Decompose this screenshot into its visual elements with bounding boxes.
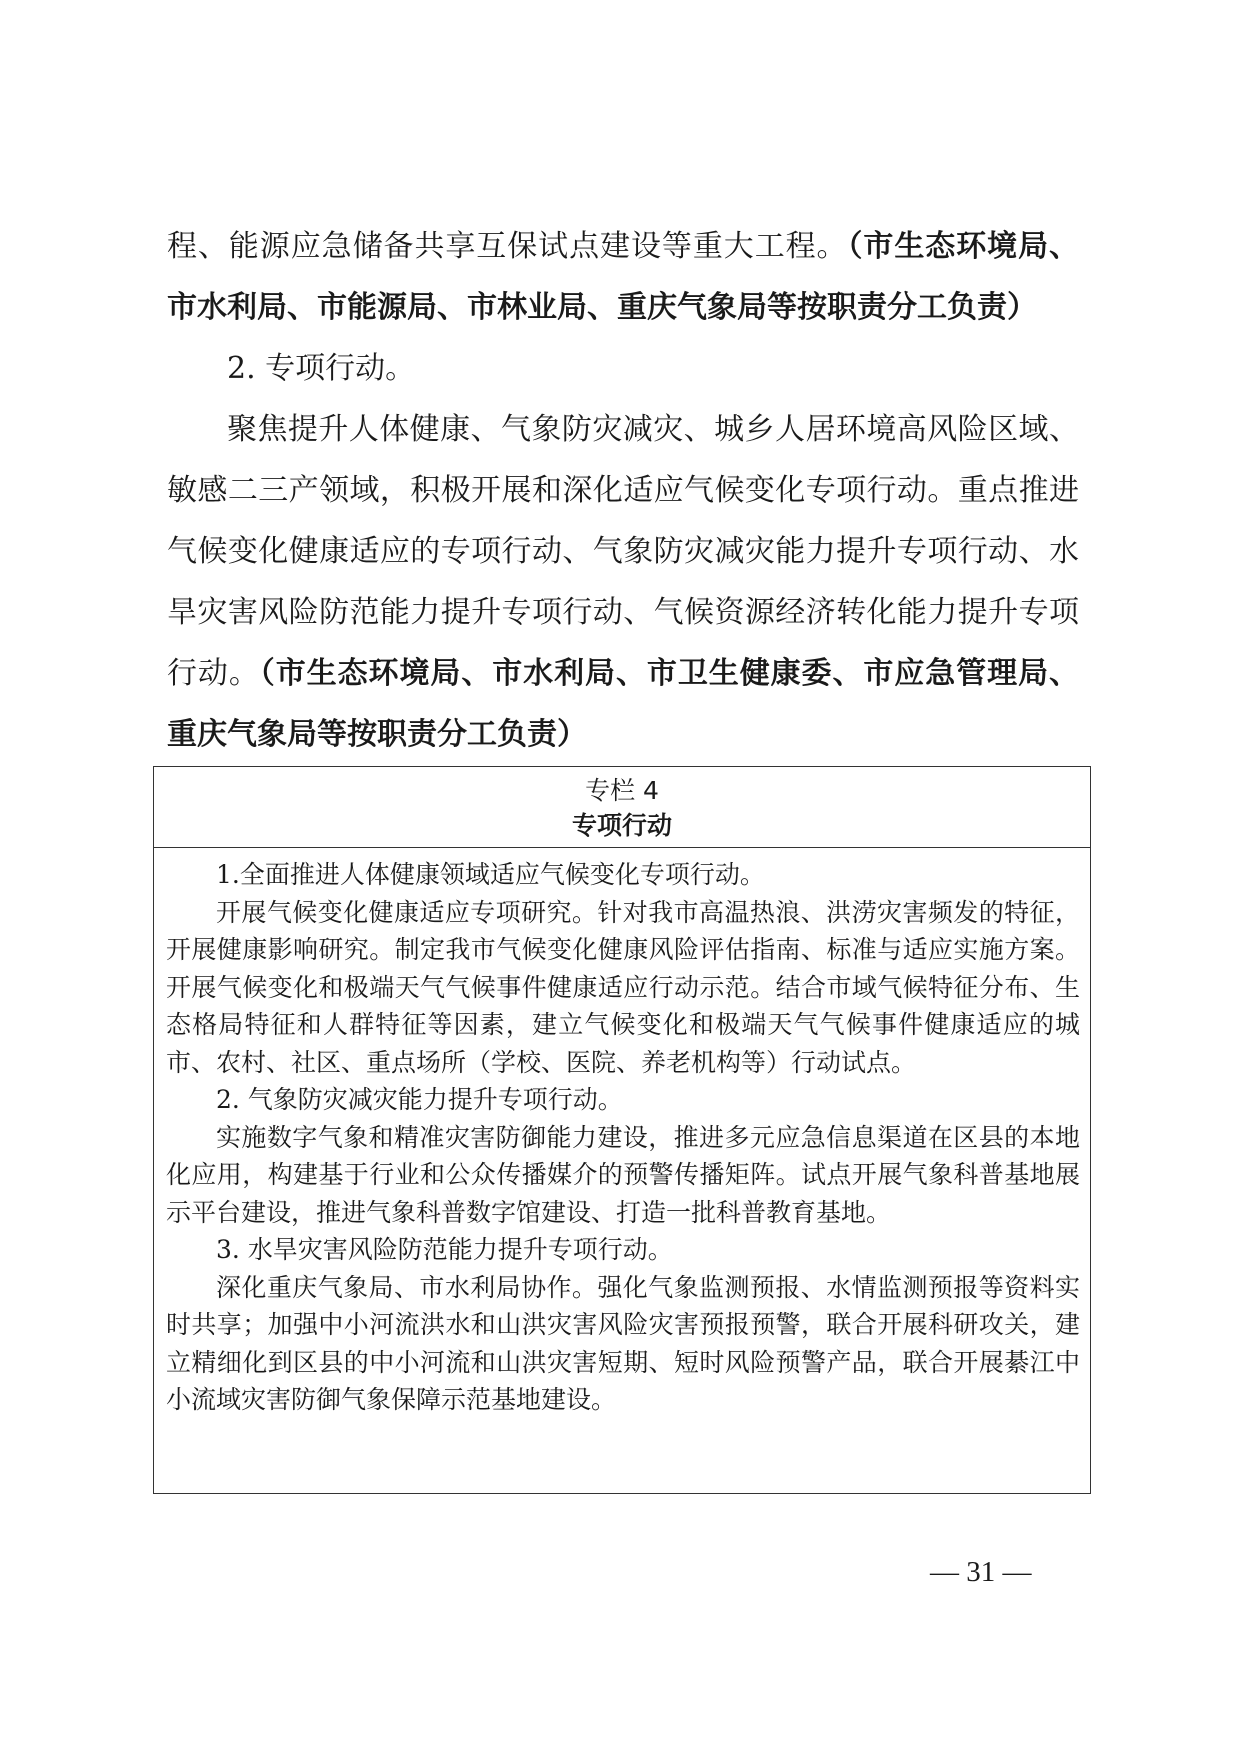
box-item-heading-1: 1.全面推进人体健康领域适应气候变化专项行动。	[216, 860, 765, 889]
main-text	[167, 216, 1079, 765]
paragraph-1	[167, 216, 1079, 338]
paragraph-2	[167, 399, 1079, 765]
column-box-header	[154, 767, 1090, 848]
box-item-heading-3: 3. 水旱灾害风险防范能力提升专项行动。	[216, 1235, 673, 1264]
box-item-text-1: 开展气候变化健康适应专项研究。针对我市高温热浪、洪涝灾害频发的特征，开展健康影响研究。制定我市气候变化健康风险评估指南、标准与适应实施方案。开展气候变化和极端天气气候事件健康适应行动示范。结合市域气候特征分布、生态格局特征和人群特征等因素，建立气候变化和极端天气气候事件健康适应的城市、农村、社区、重点场所（学校、医院、养老机构等）行动试点。	[166, 897, 1080, 1077]
paragraph-2-responsibility: （市生态环境局、市水利局、市卫生健康委、市应急管理局、重庆气象局等按职责分工负责）	[167, 656, 1080, 752]
column-label: 专栏 4	[585, 776, 659, 805]
box-item-text-3: 深化重庆气象局、市水利局协作。强化气象监测预报、水情监测预报等资料实时共享；加强中小河流洪水和山洪灾害风险灾害预报预警，联合开展科研攻关，建立精细化到区县的中小河流和山洪灾害短期、短时风险预警产品，联合开展綦江中小流域灾害防御气象保障示范基地建设。	[166, 1272, 1080, 1414]
page-number: — 31 —	[930, 1556, 1032, 1588]
column-box-body	[154, 848, 1090, 1419]
paragraph-2-text: 聚焦提升人体健康、气象防灾减灾、城乡人居环境高风险区域、敏感二三产领域，积极开展和深化适应气候变化专项行动。重点推进气候变化健康适应的专项行动、气象防灾减灾能力提升专项行动、水旱灾害风险防范能力提升专项行动、气候资源经济转化能力提升专项行动。	[167, 412, 1079, 691]
column-box	[153, 766, 1091, 1494]
paragraph-1-text: 程、能源应急储备共享互保试点建设等重大工程。	[167, 229, 848, 264]
box-item-text-2: 实施数字气象和精准灾害防御能力建设，推进多元应急信息渠道在区县的本地化应用，构建基于行业和公众传播媒介的预警传播矩阵。试点开展气象科普基地展示平台建设，推进气象科普数字馆建设、打造一批科普教育基地。	[166, 1122, 1080, 1227]
box-item-heading-2: 2. 气象防灾减灾能力提升专项行动。	[216, 1085, 623, 1114]
paragraph-1-responsibility: （市生态环境局、市水利局、市能源局、市林业局、重庆气象局等按职责分工负责）	[167, 229, 1080, 325]
section-heading-2: 2. 专项行动。	[227, 351, 416, 386]
column-title: 专项行动	[571, 811, 672, 840]
